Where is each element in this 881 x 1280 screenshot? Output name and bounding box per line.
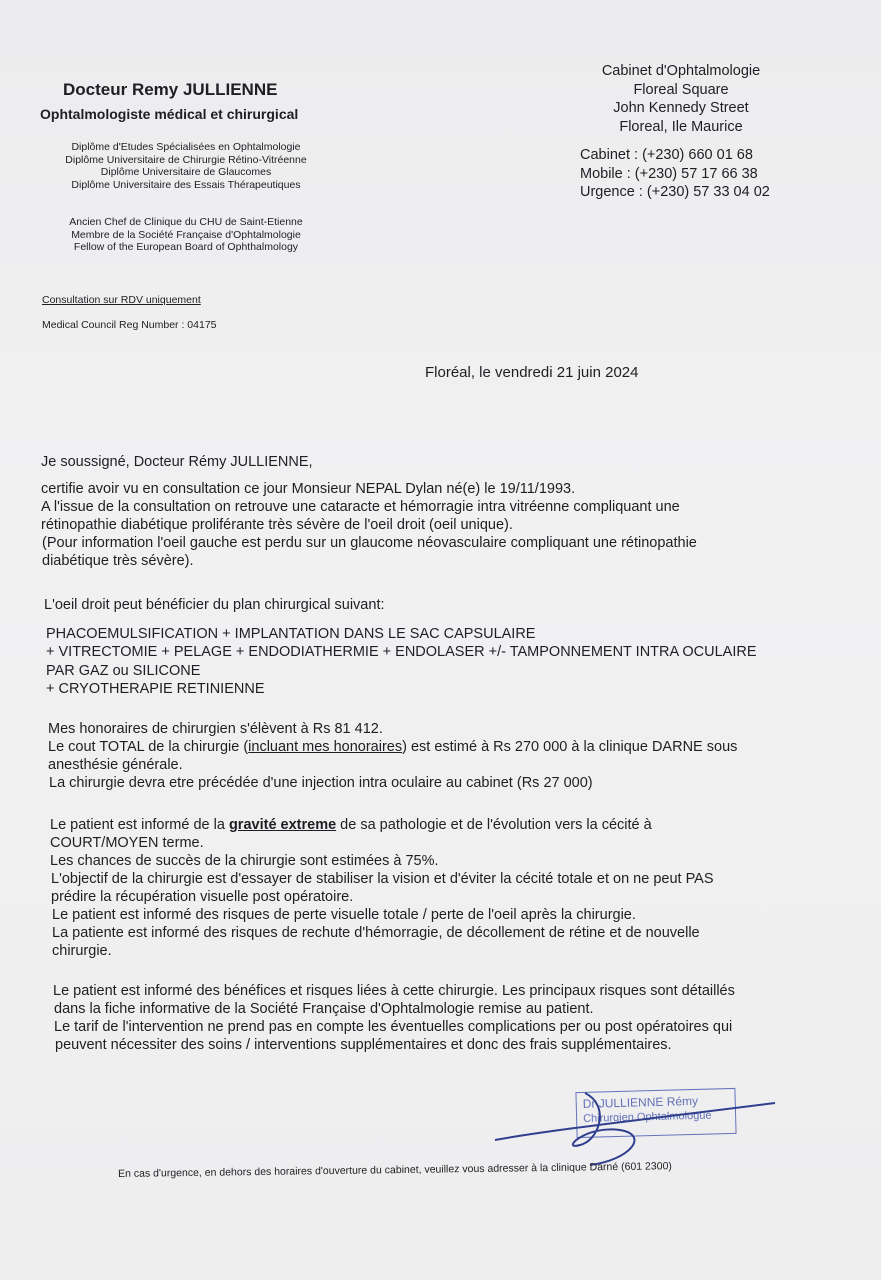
fees-total-part: Le cout TOTAL de la chirurgie ( <box>48 739 249 755</box>
plan-line: PAR GAZ ou SILICONE <box>46 663 201 679</box>
risk-line: La patiente est informé des risques de rechute d'hémorragie, de décollement de rétine et de nouvelle <box>52 925 700 941</box>
stamp-line: Chirurgien Ophtalmologue <box>582 1109 712 1125</box>
body-line: diabétique très sévère). <box>42 553 194 569</box>
fees-total-underlined: incluant mes honoraires <box>248 739 403 755</box>
reg-number: Medical Council Reg Number : 04175 <box>42 319 217 331</box>
plan-intro: L'oeil droit peut bénéficier du plan chirurgical suivant: <box>44 597 385 613</box>
cabinet-contacts <box>580 146 770 202</box>
cabinet-address <box>566 62 796 136</box>
fees-line: Mes honoraires de chirurgien s'élèvent à Rs 81 412. <box>48 721 383 737</box>
risk-line: COURT/MOYEN terme. <box>50 835 204 851</box>
risk-gravity-line <box>50 817 652 833</box>
role-line: Fellow of the European Board of Ophthalmology <box>73 241 299 253</box>
risk-line: chirurgie. <box>52 943 112 959</box>
final-line: Le patient est informé des bénéfices et risques liées à cette chirurgie. Les principaux risques sont détaillés <box>53 983 735 999</box>
diploma-line: Diplôme Universitaire des Essais Thérapeutiques <box>71 178 301 191</box>
rdv-note: Consultation sur RDV uniquement <box>42 294 201 306</box>
risk-line: prédire la récupération visuelle post opératoire. <box>51 889 354 905</box>
address-line: Floreal Square <box>633 81 729 98</box>
risk-part: Le patient est informé de la <box>50 817 229 833</box>
stamp-line: Dr JULLIENNE Rémy <box>582 1093 699 1111</box>
plan-line: PHACOEMULSIFICATION + IMPLANTATION DANS LE SAC CAPSULAIRE <box>46 626 536 642</box>
role-line: Ancien Chef de Clinique du CHU de Saint-Etienne <box>69 216 303 228</box>
address-line: Cabinet d'Ophtalmologie <box>601 63 761 79</box>
address-line: Floreal, Ile Maurice <box>619 118 743 135</box>
intro-line: Je soussigné, Docteur Rémy JULLIENNE, <box>41 454 313 470</box>
contact-line: Urgence : (+230) 57 33 04 02 <box>580 184 770 200</box>
roles-list <box>36 216 336 254</box>
doctor-name: Docteur Remy JULLIENNE <box>63 80 278 99</box>
body-line: certifie avoir vu en consultation ce jour Monsieur NEPAL Dylan né(e) le 19/11/1993. <box>41 481 576 497</box>
diplomas-list <box>36 141 336 191</box>
diploma-line: Diplôme d'Etudes Spécialisées en Ophtalmologie <box>71 141 301 153</box>
fees-total-part: ) est estimé à Rs 270 000 à la clinique DARNE sous <box>402 739 738 755</box>
contact-line: Cabinet : (+230) 660 01 68 <box>580 147 753 163</box>
doctor-title: Ophtalmologiste médical et chirurgical <box>40 106 299 122</box>
footer-note: En cas d'urgence, en dehors des horaires d'ouverture du cabinet, veuillez vous adresser à la clinique Darné (601 2300) <box>118 1160 672 1180</box>
role-line: Membre de la Société Française d'Ophtalmologie <box>71 228 301 241</box>
risk-line: L'objectif de la chirurgie est d'essayer de stabiliser la vision et d'éviter la cécité totale et on ne peut PAS <box>51 871 714 887</box>
fees-total-line <box>48 739 737 755</box>
address-line: John Kennedy Street <box>613 100 749 116</box>
date-line: Floréal, le vendredi 21 juin 2024 <box>425 364 639 381</box>
risk-line: Le patient est informé des risques de perte visuelle totale / perte de l'oeil après la chirurgie. <box>52 907 636 923</box>
final-line: dans la fiche informative de la Société Française d'Ophtalmologie remise au patient. <box>54 1001 594 1017</box>
plan-line: + CRYOTHERAPIE RETINIENNE <box>46 681 265 697</box>
risk-part: de sa pathologie et de l'évolution vers la cécité à <box>336 817 652 833</box>
diploma-line: Diplôme Universitaire de Glaucomes <box>100 166 272 178</box>
body-line: A l'issue de la consultation on retrouve une cataracte et hémorragie intra vitréenne compliquant une <box>41 499 680 515</box>
body-line: rétinopathie diabétique proliférante très sévère de l'oeil droit (oeil unique). <box>41 517 513 533</box>
fees-line: anesthésie générale. <box>48 757 183 773</box>
risk-line: Les chances de succès de la chirurgie sont estimées à 75%. <box>50 853 439 869</box>
diploma-line: Diplôme Universitaire de Chirurgie Rétino-Vitréenne <box>65 153 307 166</box>
final-line: peuvent nécessiter des soins / interventions supplémentaires et donc des frais supplémentaires. <box>55 1037 672 1053</box>
plan-line: + VITRECTOMIE + PELAGE + ENDODIATHERMIE + ENDOLASER +/- TAMPONNEMENT INTRA OCULAIRE <box>46 644 757 660</box>
fees-line: La chirurgie devra etre précédée d'une injection intra oculaire au cabinet (Rs 27 000) <box>49 775 593 791</box>
contact-line: Mobile : (+230) 57 17 66 38 <box>580 165 758 182</box>
final-line: Le tarif de l'intervention ne prend pas en compte les éventuelles complications per ou post opératoires qui <box>54 1019 733 1035</box>
body-line: (Pour information l'oeil gauche est perdu sur un glaucome néovasculaire compliquant une rétinopathie <box>42 535 697 551</box>
risk-emphasis: gravité extreme <box>228 817 337 833</box>
